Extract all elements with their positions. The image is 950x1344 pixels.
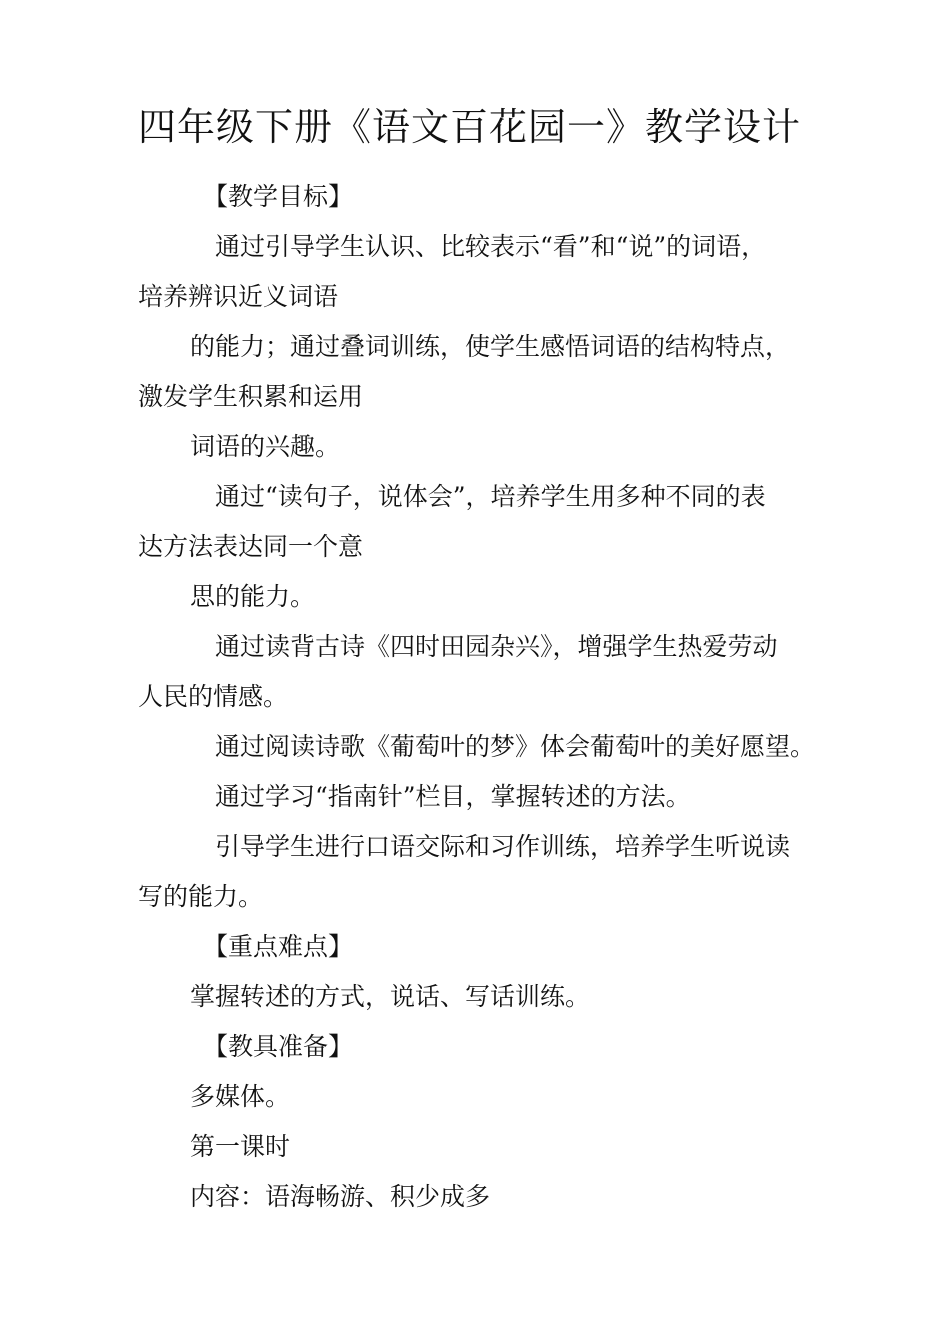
paragraph-line: 通过引导学生认识、比较表示“看”和“说”的词语，: [215, 232, 767, 261]
paragraph-line: 引导学生进行口语交际和习作训练，培养学生听说读: [215, 832, 791, 861]
paragraph-line: 达方法表达同一个意: [138, 532, 364, 561]
paragraph-line: 培养辨识近义词语: [138, 282, 339, 311]
section-heading-materials: 【教具准备】: [203, 1032, 354, 1061]
paragraph-line: 掌握转述的方式，说话、写话训练。: [190, 982, 591, 1011]
document-title: 四年级下册《语文百花园一》教学设计: [138, 105, 802, 149]
paragraph-line: 的能力；通过叠词训练，使学生感悟词语的结构特点，: [190, 332, 791, 361]
paragraph-line: 词语的兴趣。: [190, 432, 341, 461]
paragraph-line: 通过“读句子，说体会”，培养学生用多种不同的表: [215, 482, 766, 511]
paragraph-line: 人民的情感。: [138, 682, 289, 711]
section-heading-key-points: 【重点难点】: [203, 932, 354, 961]
paragraph-line: 通过读背古诗《四时田园杂兴》，增强学生热爱劳动: [215, 632, 778, 661]
paragraph-line: 写的能力。: [138, 882, 264, 911]
paragraph-line: 思的能力。: [190, 582, 316, 611]
lesson-content-line: 内容：语海畅游、积少成多: [190, 1182, 491, 1211]
lesson-heading: 第一课时: [190, 1132, 291, 1161]
paragraph-line: 激发学生积累和运用: [138, 382, 364, 411]
paragraph-line: 多媒体。: [190, 1082, 291, 1111]
section-heading-objectives: 【教学目标】: [203, 182, 354, 211]
paragraph-line: 通过阅读诗歌《葡萄叶的梦》体会葡萄叶的美好愿望。: [215, 732, 816, 761]
paragraph-line: 通过学习“指南针”栏目，掌握转述的方法。: [215, 782, 691, 811]
